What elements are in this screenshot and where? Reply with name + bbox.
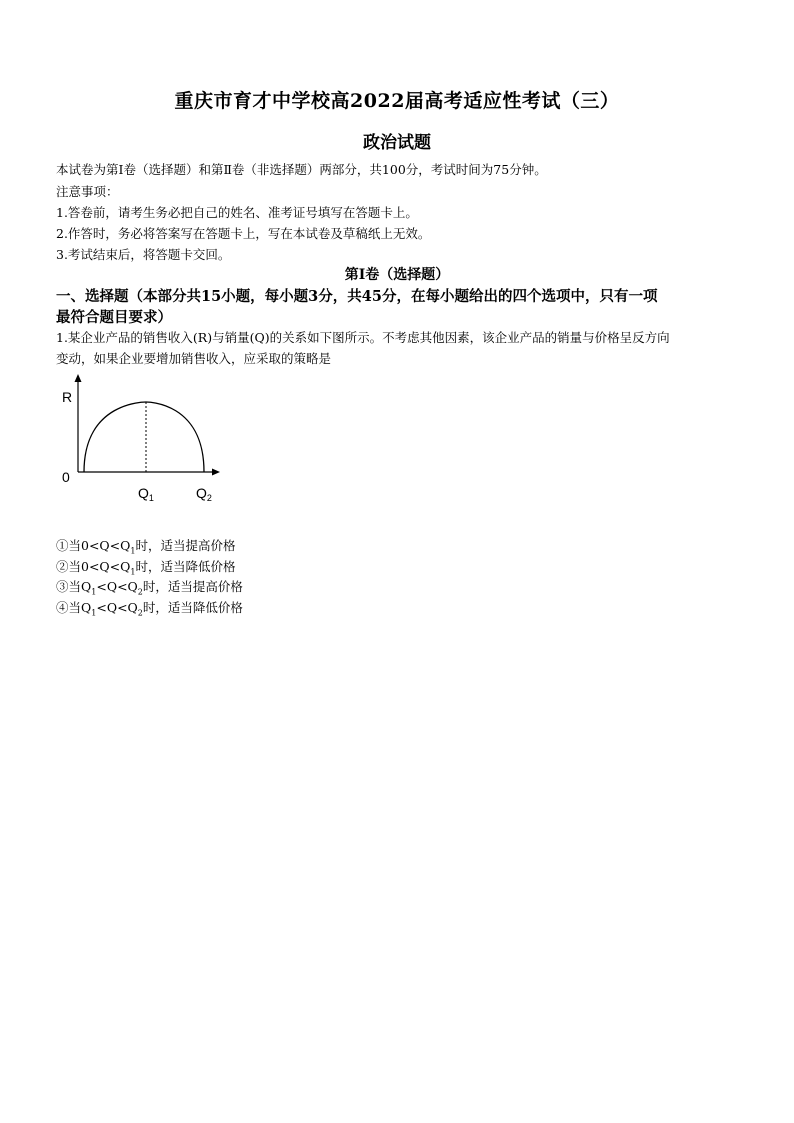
section-instruction: 一、选择题（本部分共15小题，每小题3分，共45分，在每小题给出的四个选项中，只有一项 [56,288,658,305]
revenue-curve [84,402,204,472]
y-axis-arrow [75,374,82,382]
notice-item: 3.考试结束后，将答题卡交回。 [56,247,231,262]
notice-heading: 注意事项： [56,184,119,199]
x-axis-arrow [212,469,220,476]
notice-item: 1.答卷前，请考生务必把自己的姓名、准考证号填写在答题卡上。 [56,205,418,220]
y-axis-label: R [62,389,73,405]
exam-subject: 政治试题 [363,133,431,153]
q1-label: $Q_1$ [138,485,154,503]
revenue-quantity-graph [56,372,236,512]
section-instruction: 最符合题目要求） [56,309,172,326]
question-stem: 1.某企业产品的销售收入(R)与销量(Q)的关系如下图所示。不考虑其他因素，该企业产品的销量与价格呈反方向 [56,330,670,345]
exam-title: 重庆市育才中学校高2022届高考适应性考试（三） [174,90,620,112]
q2-label: $Q_2$ [196,485,212,503]
section-title: 第Ⅰ卷（选择题） [344,267,450,283]
question-stem: 变动，如果企业要增加销售收入，应采取的策略是 [56,351,332,366]
option-item: ②当$0<Q<Q_1$时，适当降低价格 [56,559,236,577]
option-item: ①当$0<Q<Q_1$时，适当提高价格 [56,538,236,556]
option-item: ③当$Q_1<Q<Q_2$时，适当提高价格 [56,579,243,597]
option-item: ④当$Q_1<Q<Q_2$时，适当降低价格 [56,600,243,618]
notice-item: 2.作答时，务必将答案写在答题卡上，写在本试卷及草稿纸上无效。 [56,226,431,241]
origin-label: 0 [62,469,70,485]
exam-description: 本试卷为第Ⅰ卷（选择题）和第Ⅱ卷（非选择题）两部分，共100分，考试时间为75分钟。 [56,162,547,177]
